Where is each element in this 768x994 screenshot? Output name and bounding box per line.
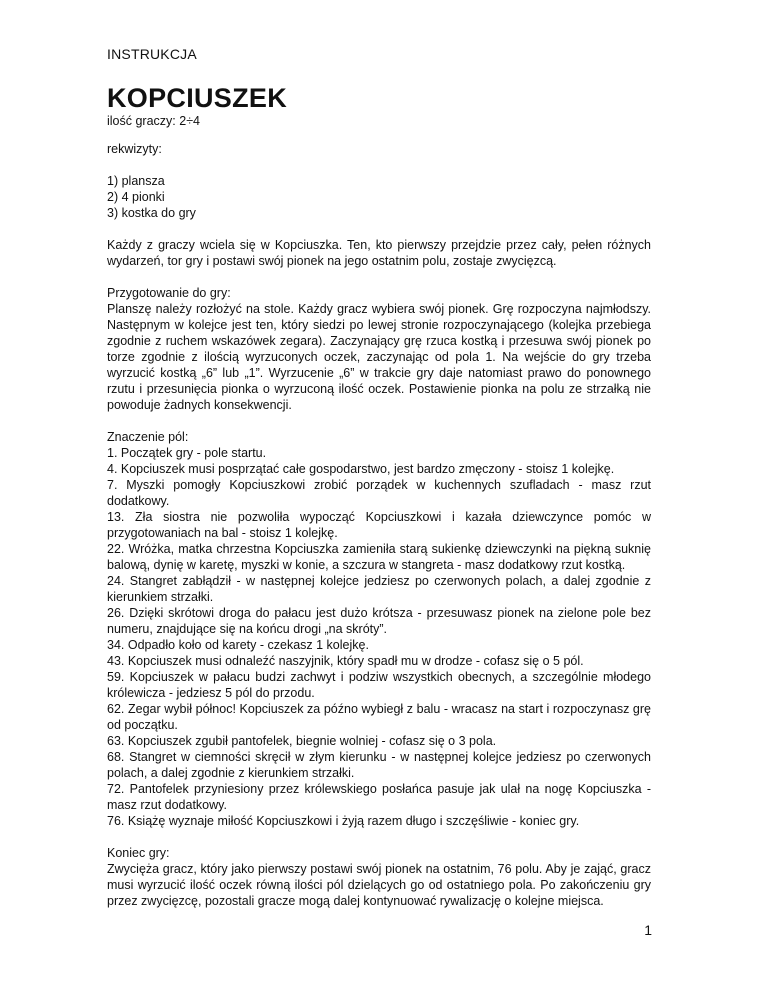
field-item: 22. Wróżka, matka chrzestna Kopciuszka zamieniła starą sukienkę dziewczynki na piękną suknię balową, dynię w karetę, myszki w konie, a szczura w stangreta - masz dodatkowy rzut kostką. bbox=[107, 542, 651, 572]
props-item: 1) plansza bbox=[107, 174, 165, 188]
document-body bbox=[107, 45, 651, 925]
fields-section bbox=[107, 429, 651, 829]
field-item: 7. Myszki pomogły Kopciuszkowi zrobić porządek w kuchennych szufladach - masz rzut dodatkowy. bbox=[107, 478, 651, 508]
intro-paragraph: Każdy z graczy wciela się w Kopciuszka. Ten, kto pierwszy przejdzie przez cały, pełen różnych wydarzeń, tor gry i postawi swój pionek na jego ostatnim polu, zostaje zwycięzcą. bbox=[107, 238, 651, 268]
end-heading: Koniec gry: bbox=[107, 846, 170, 860]
players-count: ilość graczy: 2÷4 bbox=[107, 114, 201, 128]
field-item: 63. Kopciuszek zgubił pantofelek, biegnie wolniej - cofasz się o 3 pola. bbox=[107, 734, 497, 748]
field-item: 43. Kopciuszek musi odnaleźć naszyjnik, który spadł mu w drodze - cofasz się o 5 pól. bbox=[107, 654, 584, 668]
field-item: 34. Odpadło koło od karety - czekasz 1 kolejkę. bbox=[107, 638, 369, 652]
preparation-section bbox=[107, 285, 651, 413]
header-label: INSTRUKCJA bbox=[107, 46, 197, 62]
end-section bbox=[107, 845, 651, 909]
field-item: 72. Pantofelek przyniesiony przez królewskiego posłańca pasuje jak ulał na nogę Kopciuszka - masz rzut dodatkowy. bbox=[107, 782, 651, 812]
field-item: 1. Początek gry - pole startu. bbox=[107, 446, 267, 460]
props-item: 2) 4 pionki bbox=[107, 190, 165, 204]
preparation-text: Planszę należy rozłożyć na stole. Każdy gracz wybiera swój pionek. Grę rozpoczyna najmłodszy. Następnym w kolejce jest ten, który siedzi po lewej stronie rozpoczynającego (kolejka przebiega zgodnie z ruchem wskazówek zegara). Zaczynający grę rzuca kostką i przesuwa swój pionek po torze zgodnie z ilością wyrzuconych oczek, zaczynając od pola 1. Na wejście do gry trzeba wyrzucić kostką „6” lub „1”. Wyrzucenie „6” w trakcie gry daje natomiast prawo do ponownego rzutu i przesunięcia pionka o wyrzuconą ilość oczek. Postawienie pionka na polu ze strzałką nie powoduje żadnych konsekwencji. bbox=[107, 302, 651, 412]
field-item: 4. Kopciuszek musi posprzątać całe gospodarstwo, jest bardzo zmęczony - stoisz 1 kolejkę. bbox=[107, 462, 615, 476]
page-number: 1 bbox=[644, 922, 652, 938]
props-list bbox=[107, 173, 651, 221]
fields-heading: Znaczenie pól: bbox=[107, 430, 189, 444]
end-text: Zwycięża gracz, który jako pierwszy postawi swój pionek na ostatnim, 76 polu. Aby je zająć, gracz musi wyrzucić ilość oczek równą ilości pól dzielących go od ostatniego pola. Po zakończeniu gry przez zwycięzcę, pozostali gracze mogą dalej kontynuować rywalizację o kolejne miejsca. bbox=[107, 862, 651, 908]
field-item: 68. Stangret w ciemności skręcił w złym kierunku - w następnej kolejce jedziesz po czerwonych polach, a dalej zgodnie z kierunkiem strzałki. bbox=[107, 750, 651, 780]
preparation-heading: Przygotowanie do gry: bbox=[107, 286, 231, 300]
field-item: 26. Dzięki skrótowi droga do pałacu jest dużo krótsza - przesuwasz pionek na zielone pole bez numeru, znajdujące się na końcu drogi „na skróty”. bbox=[107, 606, 651, 636]
field-item: 59. Kopciuszek w pałacu budzi zachwyt i podziw wszystkich obecnych, a szczególnie młodego królewicza - jedziesz 5 pól do przodu. bbox=[107, 670, 651, 700]
props-item: 3) kostka do gry bbox=[107, 206, 196, 220]
field-item: 13. Zła siostra nie pozwoliła wypocząć Kopciuszkowi i kazała dziewczynce pomóc w przygotowaniach na bal - stoisz 1 kolejkę. bbox=[107, 510, 651, 540]
props-heading: rekwizyty: bbox=[107, 142, 162, 156]
field-item: 76. Książę wyznaje miłość Kopciuszkowi i żyją razem długo i szczęśliwie - koniec gry. bbox=[107, 814, 580, 828]
game-title: KOPCIUSZEK bbox=[107, 83, 288, 113]
field-item: 62. Zegar wybił północ! Kopciuszek za późno wybiegł z balu - wracasz na start i rozpoczynasz grę od początku. bbox=[107, 702, 651, 732]
field-item: 24. Stangret zabłądził - w następnej kolejce jedziesz po czerwonych polach, a dalej zgodnie z kierunkiem strzałki. bbox=[107, 574, 651, 604]
